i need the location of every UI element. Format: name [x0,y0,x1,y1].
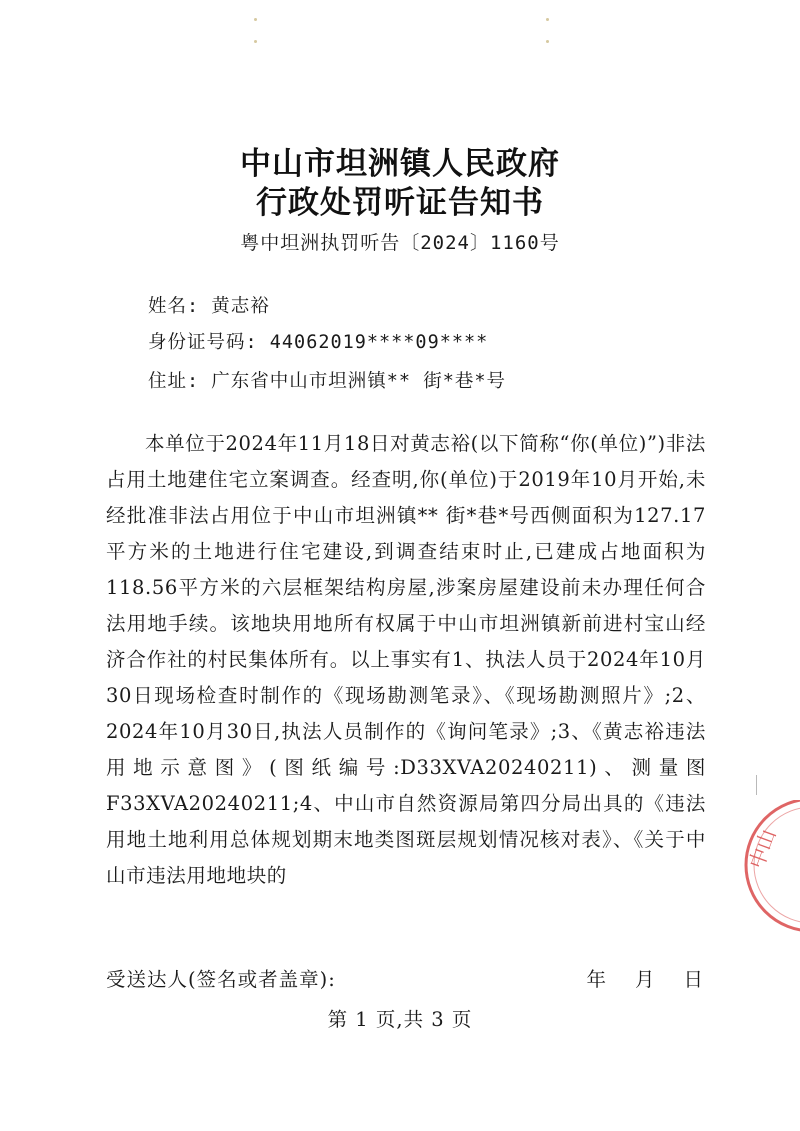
year-label: 年 [586,968,607,991]
day-label: 日 [683,968,704,991]
scan-dot [254,18,257,21]
document-title-line1: 中山市坦洲镇人民政府 [240,146,560,182]
document-number: 粤中坦洲执罚听告〔2024〕1160号 [240,232,560,254]
body-paragraph: 本单位于2024年11月18日对黄志裕(以下简称“你(单位)”)非法占用土地建住宅立案调查。经查明,你(单位)于2019年10月开始,未经批准非法占用位于中山市坦洲镇** 街*巷*号西侧面积为127.17平方米的土地进行住宅建设,到调查结束时止,已建成占地面积为118.56平方米的六层框架结构房屋,涉案房屋建设前未办理任何合法用地手续。该地块用地所有权属于中山市坦洲镇新前进村宝山经济合作社的村民集体所有。以上事实有1、执法人员于2024年10月30日现场检查时制作的《现场勘测笔录》、《现场勘测照片》;2、2024年10月30日,执法人员制作的《询问笔录》;3、《黄志裕违法用地示意图》(图纸编号:D33XVA20240211)、测量图F33XVA20240211;4、中山市自然资源局第四分局出具的《违法用地土地利用总体规划期末地类图斑层规划情况核对表》、《关于中山市违法用地地块的 [106,432,706,887]
id-value: 44062019****09**** [269,332,489,353]
name-value: 黄志裕 [211,296,270,317]
party-name-line [148,292,270,318]
scan-mark [756,775,757,795]
party-address-line [148,367,506,393]
recipient-label: 受送达人(签名或者盖章): [106,968,336,991]
address-label: 住址: [148,371,200,392]
id-label: 身份证号码: [148,332,258,353]
recipient-signature-row [106,964,706,992]
party-id-line [148,328,488,354]
page-number: 第 1 页,共 3 页 [327,1008,473,1031]
document-title-line2: 行政处罚听证告知书 [256,185,544,221]
name-label: 姓名: [148,296,200,317]
address-value: 广东省中山市坦洲镇** 街*巷*号 [211,371,506,392]
scan-dot [546,18,549,21]
date-fields [586,964,706,992]
seal-text: 中山 [744,825,781,872]
scan-dot [254,40,257,43]
official-seal-icon [740,800,800,940]
scan-dot [546,40,549,43]
month-label: 月 [634,968,656,991]
